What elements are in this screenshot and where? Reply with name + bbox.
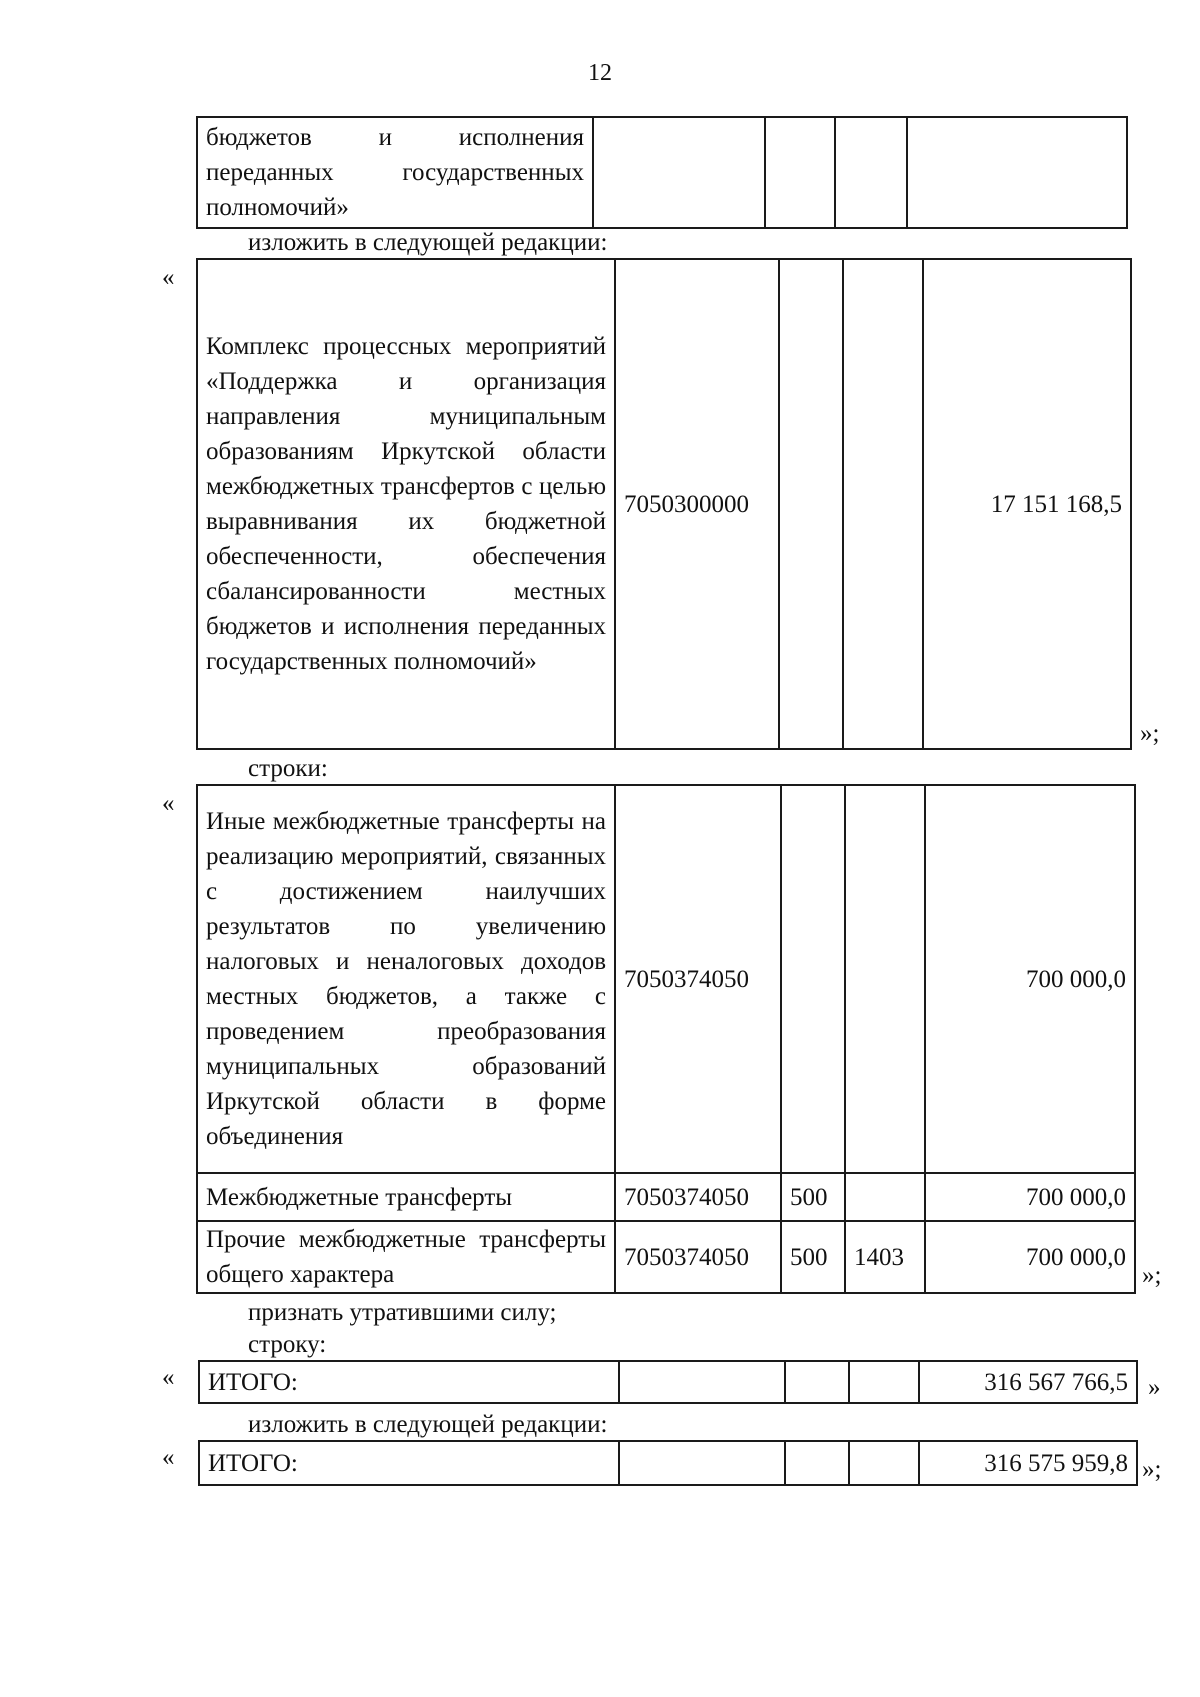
table-rows-removed: [196, 784, 1136, 1294]
row-name: Межбюджетные трансферты: [197, 1173, 615, 1221]
row-name: ИТОГО:: [199, 1361, 619, 1403]
cell-code: 7050374050: [615, 785, 781, 1173]
row-name: Иные межбюджетные трансферты на реализацию мероприятий, связанных с достижением наилучших результатов по увеличению налоговых и неналоговых доходов местных бюджетов, а также с проведением преобразования муниципальных образований Иркутской области в форме объединения: [197, 785, 615, 1173]
table-row: [197, 259, 1131, 749]
close-quote: »;: [1142, 1262, 1162, 1289]
cell-code: [619, 1441, 785, 1485]
instruction-text: строки:: [248, 755, 328, 782]
row-name: ИТОГО:: [199, 1441, 619, 1485]
close-quote: »;: [1140, 720, 1160, 747]
cell-rz: [849, 1361, 919, 1403]
cell-vr: [785, 1361, 849, 1403]
cell-amount: 700 000,0: [925, 1173, 1135, 1221]
row-name: бюджетов и исполнения переданных государственных полномочий»: [197, 117, 593, 228]
cell-amount: 316 567 766,5: [919, 1361, 1137, 1403]
instruction-text: изложить в следующей редакции:: [248, 229, 608, 256]
table-row: [199, 1361, 1137, 1403]
close-quote: »: [1148, 1374, 1161, 1401]
table-row: [199, 1441, 1137, 1485]
page-number: 12: [588, 60, 612, 86]
table-continuation: [196, 116, 1128, 229]
instruction-text: признать утратившими силу;: [248, 1299, 557, 1326]
open-quote: «: [162, 264, 175, 291]
cell-rz: 1403: [845, 1221, 925, 1293]
cell-code: 7050300000: [615, 259, 779, 749]
table-row: [197, 1173, 1135, 1221]
table-new-complex: [196, 258, 1132, 750]
cell-code: [593, 117, 765, 228]
cell-vr: [779, 259, 843, 749]
cell-amount: 17 151 168,5: [923, 259, 1131, 749]
cell-rz: [835, 117, 907, 228]
cell-vr: 500: [781, 1173, 845, 1221]
row-name: Комплекс процессных мероприятий «Поддержка и организация направления муниципальным образованиям Иркутской области межбюджетных трансфертов с целью выравнивания их бюджетной обеспеченности, обеспечения сбалансированности местных бюджетов и исполнения переданных государственных полномочий»: [197, 259, 615, 749]
cell-vr: [765, 117, 835, 228]
cell-amount: 700 000,0: [925, 1221, 1135, 1293]
table-row: [197, 785, 1135, 1173]
cell-rz: [849, 1441, 919, 1485]
table-row: [197, 117, 1127, 228]
open-quote: «: [162, 1364, 175, 1391]
open-quote: «: [162, 1444, 175, 1471]
cell-amount: [907, 117, 1127, 228]
instruction-text: строку:: [248, 1331, 327, 1358]
table-total-new: [198, 1440, 1138, 1486]
cell-rz: [845, 1173, 925, 1221]
row-name: Прочие межбюджетные трансферты общего характера: [197, 1221, 615, 1293]
cell-amount: 316 575 959,8: [919, 1441, 1137, 1485]
table-total-old: [198, 1360, 1138, 1404]
cell-rz: [845, 785, 925, 1173]
cell-vr: 500: [781, 1221, 845, 1293]
cell-rz: [843, 259, 923, 749]
instruction-text: изложить в следующей редакции:: [248, 1411, 608, 1438]
cell-code: 7050374050: [615, 1173, 781, 1221]
cell-code: 7050374050: [615, 1221, 781, 1293]
close-quote: »;: [1142, 1456, 1162, 1483]
cell-code: [619, 1361, 785, 1403]
cell-vr: [781, 785, 845, 1173]
open-quote: «: [162, 790, 175, 817]
table-row: [197, 1221, 1135, 1293]
cell-vr: [785, 1441, 849, 1485]
cell-amount: 700 000,0: [925, 785, 1135, 1173]
